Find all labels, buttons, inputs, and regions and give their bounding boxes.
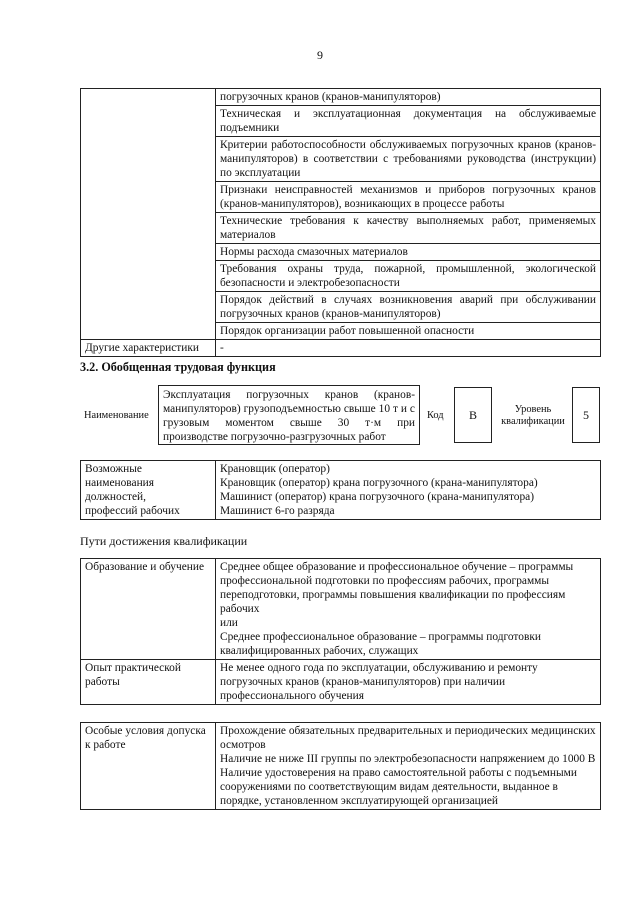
admission-conditions-label: Особые условия допуска к работе [81, 723, 216, 810]
section-title: 3.2. Обобщенная трудовая функция [80, 360, 276, 374]
table-row [81, 559, 601, 660]
job-titles-table [80, 460, 601, 520]
knowledge-table [80, 88, 601, 357]
other-characteristics-label: Другие характеристики [81, 340, 216, 357]
qualification-heading: Пути достижения квалификации [80, 534, 248, 548]
table-row [81, 461, 601, 520]
page-number: 9 [317, 48, 323, 62]
education-value: Среднее общее образование и профессиональное обучение – программы профессиональной подготовки по профессиям рабочих, программы переподготовки, программы повышения квалификации по профессиям рабочих или Среднее профессиональное образование – программы подготовки квалифицированных рабочих, служащих [216, 559, 601, 660]
table-row [81, 723, 601, 810]
function-name-box: Эксплуатация погрузочных кранов (кранов-манипуляторов) грузоподъемностью свыше 10 т и с грузовым моментом свыше 30 т·м при производстве погрузочно-разгрузочных работ [158, 385, 420, 445]
table-cell: Нормы расхода смазочных материалов [216, 244, 601, 261]
code-box: B [454, 387, 492, 443]
table-row [81, 660, 601, 705]
job-titles-label: Возможные наименования должностей, профессий рабочих [81, 461, 216, 520]
table-cell: Технические требования к качеству выполняемых работ, применяемых материалов [216, 213, 601, 244]
table-cell: Признаки неисправностей механизмов и приборов погрузочных кранов (кранов-манипуляторов), возникающих в процессе работы [216, 182, 601, 213]
table-row [81, 89, 601, 106]
other-characteristics-value: - [216, 340, 601, 357]
table-row [81, 340, 601, 357]
table-cell: Порядок организации работ повышенной опасности [216, 323, 601, 340]
table-cell: Критерии работоспособности обслуживаемых погрузочных кранов (кранов-манипуляторов) в соответствии с требованиями руководства (инструкции) по эксплуатации [216, 137, 601, 182]
admission-conditions-value: Прохождение обязательных предварительных и периодических медицинских осмотров Наличие не ниже III группы по электробезопасности напряжением до 1000 В Наличие удостоверения на право самостоятельной работы с подъемными сооружениями по соответствующим видам деятельности, выданное в порядке, установленном эксплуатирующей организацией [216, 723, 601, 810]
admission-conditions-table [80, 722, 601, 810]
table-label-cell [81, 89, 216, 340]
table-cell: Техническая и эксплуатационная документация на обслуживаемые подъемники [216, 106, 601, 137]
education-label: Образование и обучение [81, 559, 216, 660]
table-cell: Порядок действий в случаях возникновения аварий при обслуживании погрузочных кранов (кранов-манипуляторов) [216, 292, 601, 323]
experience-label: Опыт практической работы [81, 660, 216, 705]
experience-value: Не менее одного года по эксплуатации, обслуживанию и ремонту погрузочных кранов (кранов-манипуляторов) при наличии профессионального обучения [216, 660, 601, 705]
qualification-level-box: 5 [572, 387, 600, 443]
name-label: Наименование [84, 410, 149, 421]
qualification-table [80, 558, 601, 705]
table-cell: Требования охраны труда, пожарной, промышленной, экологической безопасности и электробезопасности [216, 261, 601, 292]
code-label: Код [427, 410, 444, 421]
table-cell: погрузочных кранов (кранов-манипуляторов) [216, 89, 601, 106]
job-titles-values: Крановщик (оператор) Крановщик (оператор) крана погрузочного (крана-манипулятора) Машинист (оператор) крана погрузочного (крана-манипулятора) Машинист 6-го разряда [216, 461, 601, 520]
qualification-level-label: Уровень квалификации [501, 404, 565, 427]
